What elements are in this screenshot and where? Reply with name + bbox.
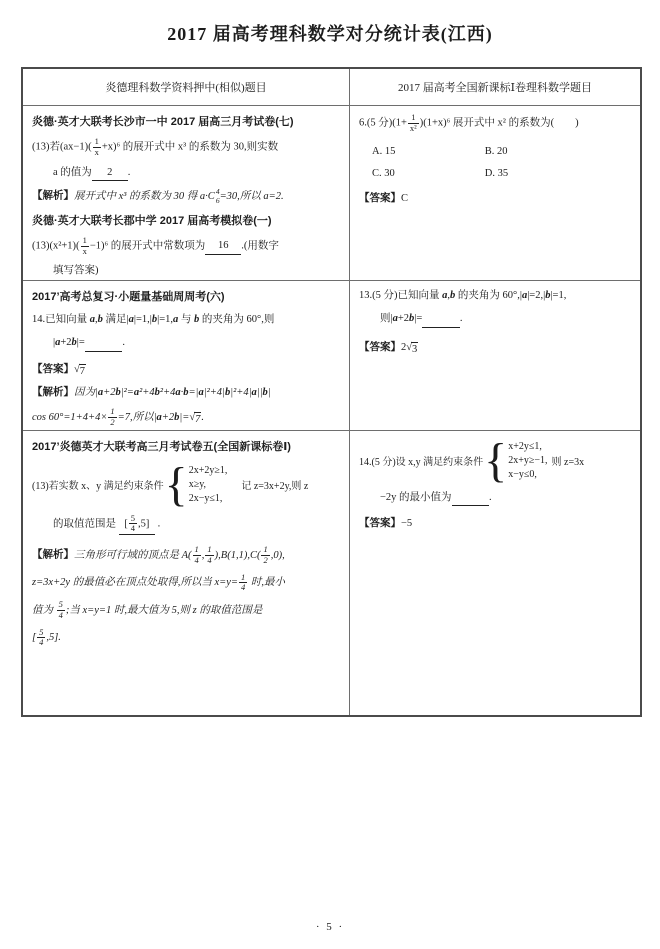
question-line: (13)(x²+1)( $\frac{1}{x}$ −1)⁶ 的展开式中常数项为 16 .(用数字 xyxy=(32,234,279,256)
analysis-text: cos 60°=1+4+4× $\frac{1}{2}$ =7,所以|a+2b|= √ 7 . xyxy=(32,406,204,428)
row1-right-cell xyxy=(350,105,640,280)
analysis-text: 因为|a+2b|²=a²+4b²+4a·b=|a|²+4|b|²+4|a||b| xyxy=(74,386,271,398)
answer-label: 【答案】 xyxy=(359,340,401,353)
analysis-line xyxy=(32,188,343,205)
option-b: B. 20 xyxy=(484,145,508,157)
left-brace: { xyxy=(484,434,508,487)
answer-line xyxy=(359,340,634,356)
left-brace: { xyxy=(164,458,188,511)
analysis-label: 【解析】 xyxy=(32,548,74,561)
analysis-label: 【解析】 xyxy=(32,385,74,398)
constraint-list xyxy=(508,441,547,480)
row3-left-cell xyxy=(23,430,350,715)
question-line: −2y 的最小值为 . xyxy=(359,490,634,507)
system-suffix: 则 z=3x xyxy=(551,457,585,469)
analysis-line xyxy=(32,600,343,621)
constraint-line: x−y≤0, xyxy=(508,469,537,481)
option-d: D. 35 xyxy=(484,167,509,179)
answer-line xyxy=(359,191,634,207)
option-a: A. 15 xyxy=(372,145,396,157)
question-line: 14.已知向量 a,b 满足|a|=1,|b|=1,a 与 b 的夹角为 60°,则 xyxy=(32,314,275,325)
question-line: 6.(5 分)(1+ $\frac{1}{\text{x²}}$ )(1+x)⁶ 展开式中 x² 的系数为( ) xyxy=(359,112,579,133)
source-title: 2017’炎德英才大联考高三月考试卷五(全国新课标卷Ⅰ) xyxy=(32,441,291,453)
comparison-table xyxy=(21,67,642,717)
answer-label: 【答案】 xyxy=(359,517,401,530)
analysis-line xyxy=(32,573,343,594)
answer-text: C xyxy=(401,192,409,204)
constraint-system-line xyxy=(32,458,343,511)
constraint-line: x+2y≤1, xyxy=(508,441,542,453)
question-line: |a+2b|= . xyxy=(32,335,343,352)
answer-line xyxy=(32,362,343,378)
analysis-text: 展开式中 x³ 的系数为 30 得 a·C 4 6 =30,所以 a=2. xyxy=(74,187,284,205)
table-header-left: 炎德理科数学资料押中(相似)题目 xyxy=(23,69,350,105)
constraint-line: 2x−y≤1, xyxy=(188,493,223,505)
analysis-text: z=3x+2y 的最值必在顶点处取得,所以当 x=y= $\frac{1}{4}$ 时,最小 xyxy=(32,571,285,593)
question-line: 填写答案) xyxy=(53,265,99,277)
question-line: a 的值为 2 . xyxy=(32,165,343,182)
analysis-line xyxy=(32,407,343,428)
answer-label: 【答案】 xyxy=(32,362,74,375)
question-line: 13.(5 分)已知向量 a,b 的夹角为 60°,|a|=2,|b|=1, xyxy=(359,290,567,301)
analysis-text: 值为 $\frac{5}{4}$ ;当 x=y=1 时,最大值为 5,则 z 的取值范围是 xyxy=(32,599,263,620)
row2-right-cell xyxy=(350,280,640,430)
analysis-line xyxy=(32,545,343,566)
constraint-line: 2x+2y≥1, xyxy=(188,465,228,477)
page-title: 2017 届高考理科数学对分统计表(江西) xyxy=(167,24,493,44)
answer-text: −5 xyxy=(401,518,413,530)
analysis-text: [ $\frac{5}{4}$ ,5]. xyxy=(32,626,61,648)
analysis-line xyxy=(32,628,343,649)
constraint-system-line xyxy=(359,434,634,487)
system-prefix: (13)若实数 x、y 满足约束条件 xyxy=(32,481,164,493)
page-number: · 5 · xyxy=(315,921,345,933)
row1-left-cell xyxy=(23,105,350,280)
source-title: 2017’高考总复习·小题量基础周周考(六) xyxy=(32,291,225,303)
table-header-right: 2017 届高考全国新课标Ⅰ卷理科数学题目 xyxy=(397,82,593,94)
question-line: 的取值范围是 [ $\frac{5}{4}$ ,5] . xyxy=(53,512,161,534)
system-prefix: 14.(5 分)设 x,y 满足约束条件 xyxy=(359,457,484,469)
analysis-label: 【解析】 xyxy=(32,189,74,202)
question-line: (13)若(ax−1)( $\frac{1}{x}$ +x)⁶ 的展开式中 x³ 的系数为 30,则实数 xyxy=(32,136,279,157)
constraint-list xyxy=(189,465,228,504)
row3-right-cell xyxy=(350,430,640,715)
source-title: 炎德·英才大联考长郡中学 2017 届高考模拟卷(一) xyxy=(32,214,272,227)
answer-label: 【答案】 xyxy=(359,191,401,204)
source-title: 炎德·英才大联考长沙市一中 2017 届高三月考试卷(七) xyxy=(32,116,294,128)
answer-text: 2 √ 3 xyxy=(401,341,418,355)
analysis-line xyxy=(32,385,343,401)
answer-line xyxy=(359,516,634,532)
choice-options xyxy=(359,146,598,179)
question-line: 则|a+2b|= . xyxy=(359,311,634,328)
analysis-text: 三角形可行域的顶点是 A( $\frac{1}{4}$ , $\frac{1}{4}$ ),B(1,1),C( $\frac{1}{2}$ ,0), xyxy=(74,544,285,565)
constraint-line: x≥y, xyxy=(188,479,207,491)
row2-left-cell xyxy=(23,280,350,430)
constraint-line: 2x+y≥−1, xyxy=(508,455,548,467)
system-suffix: 记 z=3x+2y,则 z xyxy=(241,481,309,493)
answer-text: √ 7 xyxy=(74,363,86,377)
option-c: C. 30 xyxy=(372,167,395,179)
